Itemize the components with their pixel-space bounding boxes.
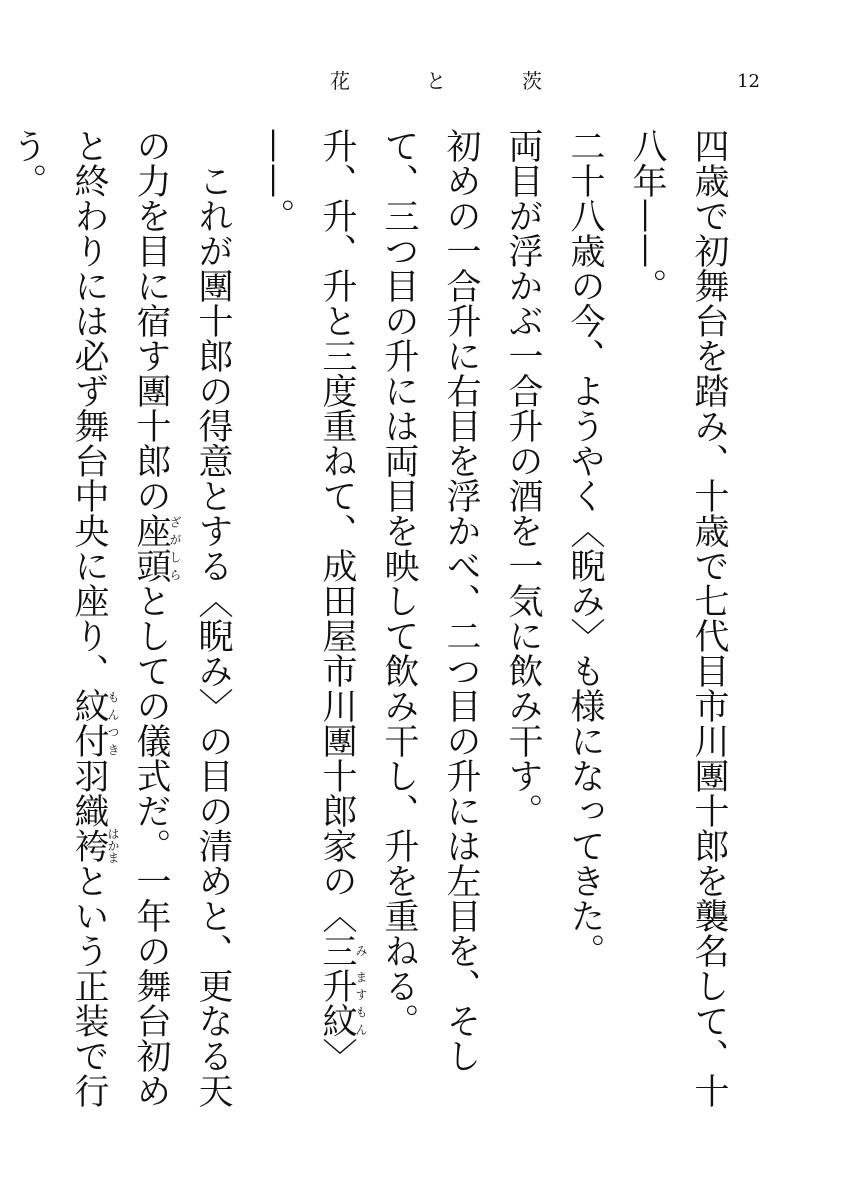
ruby-base: 三: [317, 933, 357, 968]
ruby-word: [69, 827, 120, 864]
paragraph: [492, 128, 554, 1128]
text-run: 四歳で初舞台を踏み、十歳で七代目市川團十郎を襲名して、十八年: [627, 128, 729, 1108]
paragraph: [244, 128, 368, 1128]
text-run: 升、升、升と三度重ねて、成田屋市川團十郎家の〈: [317, 128, 357, 933]
text-run: 初めの一合升に右目を浮かべ、二つ目の升には左目を、そして、三つ目の升には両目を映して飲み干し、升を重ねる。: [379, 128, 481, 1073]
furigana: み: [354, 933, 368, 968]
ruby-word: [317, 933, 368, 968]
ruby-word: [317, 968, 368, 1038]
text-run: 。: [627, 268, 667, 303]
ruby-word: [69, 688, 120, 758]
body-text: [7, 128, 740, 1128]
paragraph: [0, 128, 244, 1128]
paragraph: [554, 128, 616, 1128]
text-run: 。: [255, 198, 295, 233]
ruby-base: 座頭: [131, 513, 171, 583]
furigana: ざがしら: [168, 513, 182, 583]
text-run: これが團十郎の得意とする〈睨み〉の目の清めと、更なる天の力を目に宿す團十郎の: [131, 128, 233, 1108]
furigana: もんつき: [106, 688, 120, 758]
furigana: ますもん: [354, 968, 368, 1038]
em-dash: ——: [255, 128, 295, 198]
paragraph: [368, 128, 492, 1128]
text-run: 二十八歳の今、ようやく〈睨み〉も様になってきた。: [565, 128, 605, 968]
paragraph: [616, 128, 740, 1128]
ruby-base: 紋付: [69, 688, 109, 758]
em-dash: ——: [627, 198, 667, 268]
ruby-base: 袴: [69, 827, 109, 864]
text-run: 羽織: [69, 758, 109, 828]
ruby-word: [131, 513, 182, 583]
furigana: はかま: [106, 827, 120, 864]
text-run: 〉: [317, 1038, 357, 1073]
text-run: という正装で行う。: [7, 128, 109, 1108]
ruby-base: 升紋: [317, 968, 357, 1038]
text-run: としての儀式だ。一年の舞台初めと終わりには必ず舞台中央に座り、: [69, 128, 171, 1108]
text-run: 両目が浮かぶ一合升の酒を一気に飲み干す。: [503, 128, 543, 828]
page-number: 12: [737, 71, 760, 92]
running-title: 花 と 茨: [330, 69, 570, 93]
